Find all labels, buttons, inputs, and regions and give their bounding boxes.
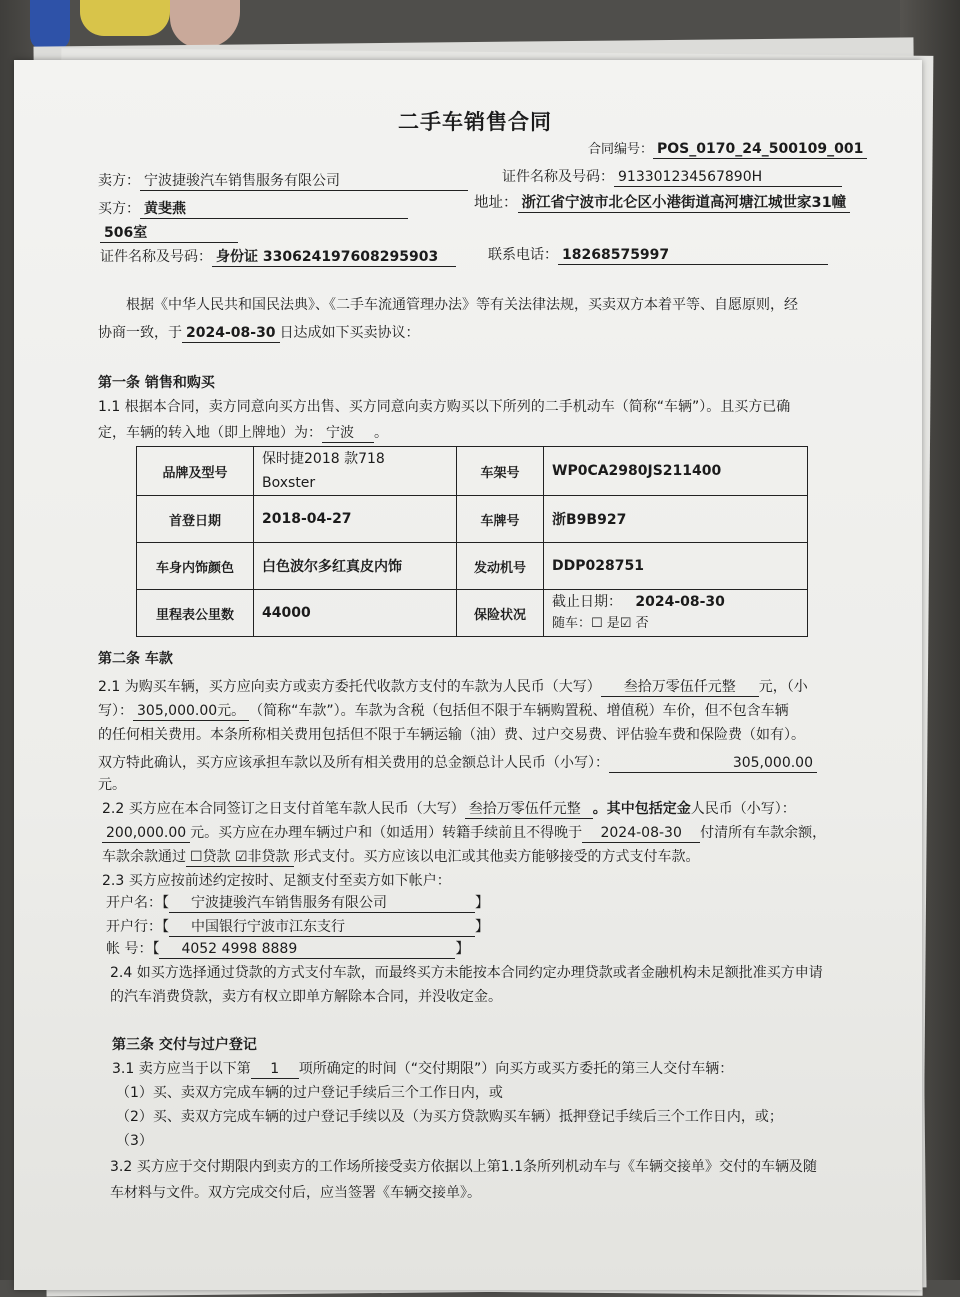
- contract-number-line: [588, 140, 867, 159]
- table-row: [137, 496, 808, 543]
- insurance-expiry-label: 截止日期：: [552, 594, 622, 610]
- buyer-cert: 身份证 330624197608295903: [212, 248, 456, 267]
- registration-city: 宁波: [322, 424, 374, 443]
- delivery-option-3: （3）: [116, 1133, 153, 1149]
- intro-text: 协商一致，于: [98, 325, 182, 341]
- document-title: 二手车销售合同: [398, 110, 552, 134]
- article-3-heading: 第三条 交付与过户登记: [112, 1037, 257, 1053]
- phone-number: 18268575997: [558, 246, 828, 265]
- delivery-option-1: （1）买、卖双方完成车辆的过户登记手续后三个工作日内，或: [116, 1085, 503, 1101]
- address-line-1: 浙江省宁波市北仑区小港街道高河塘江城世家31幢: [518, 194, 851, 213]
- delivery-option-number: 1: [251, 1060, 299, 1079]
- total-amount: 305,000.00: [609, 754, 817, 773]
- buyer-cert-line: [100, 248, 456, 267]
- bank-label: 开户行：: [106, 919, 162, 935]
- article-2-1-line-2: [98, 702, 789, 721]
- account-number-label: 帐 号：: [106, 941, 153, 957]
- article-3-2-line-1: 3.2 买方应于交付期限内到卖方的工作场所接受卖方依据以上第1.1条所列机动车与《车辆交接单》交付的车辆及随: [110, 1159, 817, 1175]
- article-2-2-text-f: 形式支付。买方应该以电汇或其他卖方能够接受的方式支付车款。: [293, 849, 700, 865]
- article-2-2-line-1: [102, 800, 796, 819]
- brand-model: [254, 447, 457, 496]
- article-2-2-line-3: [102, 848, 700, 867]
- first-payment-in-words: 叁拾万零伍仟元整: [465, 800, 593, 819]
- article-2-4-line-1: 2.4 如买方选择通过贷款的方式支付车款，而最终买方未能按本合同约定办理贷款或者金融机构未足额批准买方申请: [110, 965, 823, 981]
- account-name-label: 开户名：: [106, 895, 162, 911]
- vin-value: WP0CA2980JS211400: [544, 447, 808, 496]
- seller-cert-label: 证件名称及号码：: [502, 169, 614, 185]
- seller-label: 卖方：: [98, 173, 140, 189]
- article-1-1-text: 定，车辆的转入地（即上牌地）为：: [98, 425, 322, 441]
- insurance-expiry: [552, 591, 799, 613]
- address-line-2-row: [100, 224, 238, 243]
- address-label: 地址：: [474, 195, 518, 211]
- intro-line-1: 根据《中华人民共和国民法典》、《二手车流通管理办法》等有关法律法规，买卖双方本着平等、自愿原则，经: [126, 297, 798, 313]
- seller-line: [98, 172, 468, 191]
- article-3-1-text: 3.1 卖方应当于以下第: [112, 1061, 251, 1077]
- yellow-object: [80, 0, 170, 36]
- price-in-words: 叁拾万零伍仟元整: [601, 678, 759, 697]
- article-2-4-line-2: 的汽车消费贷款，卖方有权立即单方解除本合同，并没收定金。: [110, 989, 502, 1005]
- intro-text-end: 日达成如下买卖协议：: [279, 325, 420, 341]
- account-number: 4052 4998 8889: [159, 940, 455, 959]
- reg-date-label: 首登日期: [137, 496, 254, 543]
- article-2-1-text-e: 双方特此确认，买方应该承担车款以及所有相关费用的总金额总计人民币（小写）：: [98, 755, 609, 771]
- address-line: [474, 194, 850, 213]
- article-1-1-line-1: 1.1 根据本合同，卖方同意向买方出售、买方同意向卖方购买以下所列的二手机动车（简称“车辆”）。且买方已确: [98, 399, 791, 415]
- intro-line-2: [98, 324, 420, 343]
- article-2-2-text-c: 元。买方应在办理车辆过户和（如适用）转籍手续前且不得晚于: [190, 825, 583, 841]
- buyer-name: 黄斐燕: [140, 200, 408, 219]
- color-label: 车身内饰颜色: [137, 543, 254, 590]
- buyer-cert-label: 证件名称及号码：: [100, 249, 212, 265]
- color-value: 白色波尔多红真皮内饰: [254, 543, 457, 590]
- deposit-note: 。其中包括定金: [592, 801, 691, 817]
- article-2-1-line-1: [98, 678, 808, 697]
- article-1-1-end: 。: [374, 425, 388, 441]
- article-2-3-line: 2.3 买方应按前述约定按时、足额支付至卖方如下帐户：: [102, 873, 451, 889]
- article-3-1-text-b: 项所确定的时间（“交付期限”）向买方或买方委托的第三人交付车辆：: [298, 1061, 734, 1077]
- article-2-2-text-e: 车款余款通过: [102, 849, 186, 865]
- seller-name: 宁波捷骏汽车销售服务有限公司: [140, 172, 468, 191]
- article-2-1-line-5: 元。: [98, 777, 126, 793]
- first-payment-amount: 200,000.00: [102, 824, 190, 843]
- article-2-1-text-c: 写）：: [98, 703, 133, 719]
- price-amount: 305,000.00元。: [133, 702, 249, 721]
- account-number-line: 帐 号：【 4052 4998 8889 】: [106, 941, 470, 957]
- reg-date-value: 2018-04-27: [254, 496, 457, 543]
- brand-label: 品牌及型号: [137, 447, 254, 496]
- seller-cert-line: [502, 168, 842, 187]
- mileage-value: 44000: [254, 590, 457, 637]
- insurance-expiry-date: 2024-08-30: [635, 594, 725, 610]
- article-2-heading: 第二条 车款: [98, 651, 173, 667]
- account-name: 宁波捷骏汽车销售服务有限公司: [169, 894, 475, 913]
- plate-label: 车牌号: [457, 496, 544, 543]
- payment-method-options: ☐贷款 ☑非贷款: [186, 848, 294, 867]
- agreement-date: 2024-08-30: [182, 324, 280, 343]
- seller-cert: 913301234567890H: [614, 168, 842, 187]
- buyer-label: 买方：: [98, 201, 140, 217]
- article-3-1-line: [112, 1060, 733, 1079]
- blue-binder-clip: [30, 0, 70, 50]
- contract-number: POS_0170_24_500109_001: [653, 140, 867, 159]
- article-1-heading: 第一条 销售和购买: [98, 375, 215, 391]
- contract-number-label: 合同编号：: [588, 142, 654, 157]
- vin-label: 车架号: [457, 447, 544, 496]
- delivery-option-2: （2）买、卖双方完成车辆的过户登记手续以及（为买方贷款购买车辆）抵押登记手续后三个工作日内，或；: [116, 1109, 783, 1125]
- engine-value: DDP028751: [544, 543, 808, 590]
- insurance-with-car: 随车：☐ 是☑ 否: [552, 616, 649, 631]
- brand-model-line-1: 保时捷2018 款718: [262, 451, 385, 467]
- article-1-1-line-2: [98, 424, 388, 443]
- balance-due-date: 2024-08-30: [582, 824, 700, 843]
- insurance-label: 保险状况: [457, 590, 544, 637]
- article-2-2-text-b: 人民币（小写）：: [690, 801, 796, 817]
- vehicle-info-table: [136, 446, 808, 637]
- article-2-1-line-3: 的任何相关费用。本条所称相关费用包括但不限于车辆运输（油）费、过户交易费、评估验车费和保险费（如有）。: [98, 727, 805, 743]
- article-2-2-text: 2.2 买方应在本合同签订之日支付首笔车款人民币（大写）: [102, 801, 465, 817]
- account-name-line: 开户名：【 宁波捷骏汽车销售服务有限公司 】: [106, 895, 489, 911]
- brand-model-line-2: Boxster: [262, 475, 316, 491]
- article-2-1-line-4: [98, 754, 817, 773]
- phone-line: [488, 246, 828, 265]
- article-2-1-text: 2.1 为购买车辆，买方应向卖方或卖方委托代收款方支付的车款为人民币（大写）: [98, 679, 601, 695]
- address-line-2: 506室: [100, 224, 238, 243]
- article-2-2-line-2: [102, 824, 826, 843]
- mileage-label: 里程表公里数: [137, 590, 254, 637]
- contract-page: [14, 60, 922, 1290]
- article-3-2-line-2: 车材料与文件。双方完成交付后，应当签署《车辆交接单》。: [110, 1185, 481, 1201]
- phone-label: 联系电话：: [488, 247, 558, 263]
- article-2-2-text-d: 付清所有车款余额，: [700, 825, 827, 841]
- table-row: [137, 543, 808, 590]
- table-row: [137, 590, 808, 637]
- article-2-1-text-b: 元，（小: [758, 679, 808, 695]
- plate-value: 浙B9B927: [544, 496, 808, 543]
- insurance-value: [544, 590, 808, 637]
- engine-label: 发动机号: [457, 543, 544, 590]
- buyer-line: [98, 200, 408, 219]
- article-2-1-text-d: （简称“车款”）。车款为含税（包括但不限于车辆购置税、增值税）车价，但不包含车辆: [249, 703, 789, 719]
- bank-line: 开户行：【 中国银行宁波市江东支行 】: [106, 919, 489, 935]
- finger: [170, 0, 240, 48]
- bank-name: 中国银行宁波市江东支行: [169, 918, 475, 937]
- table-row: [137, 447, 808, 496]
